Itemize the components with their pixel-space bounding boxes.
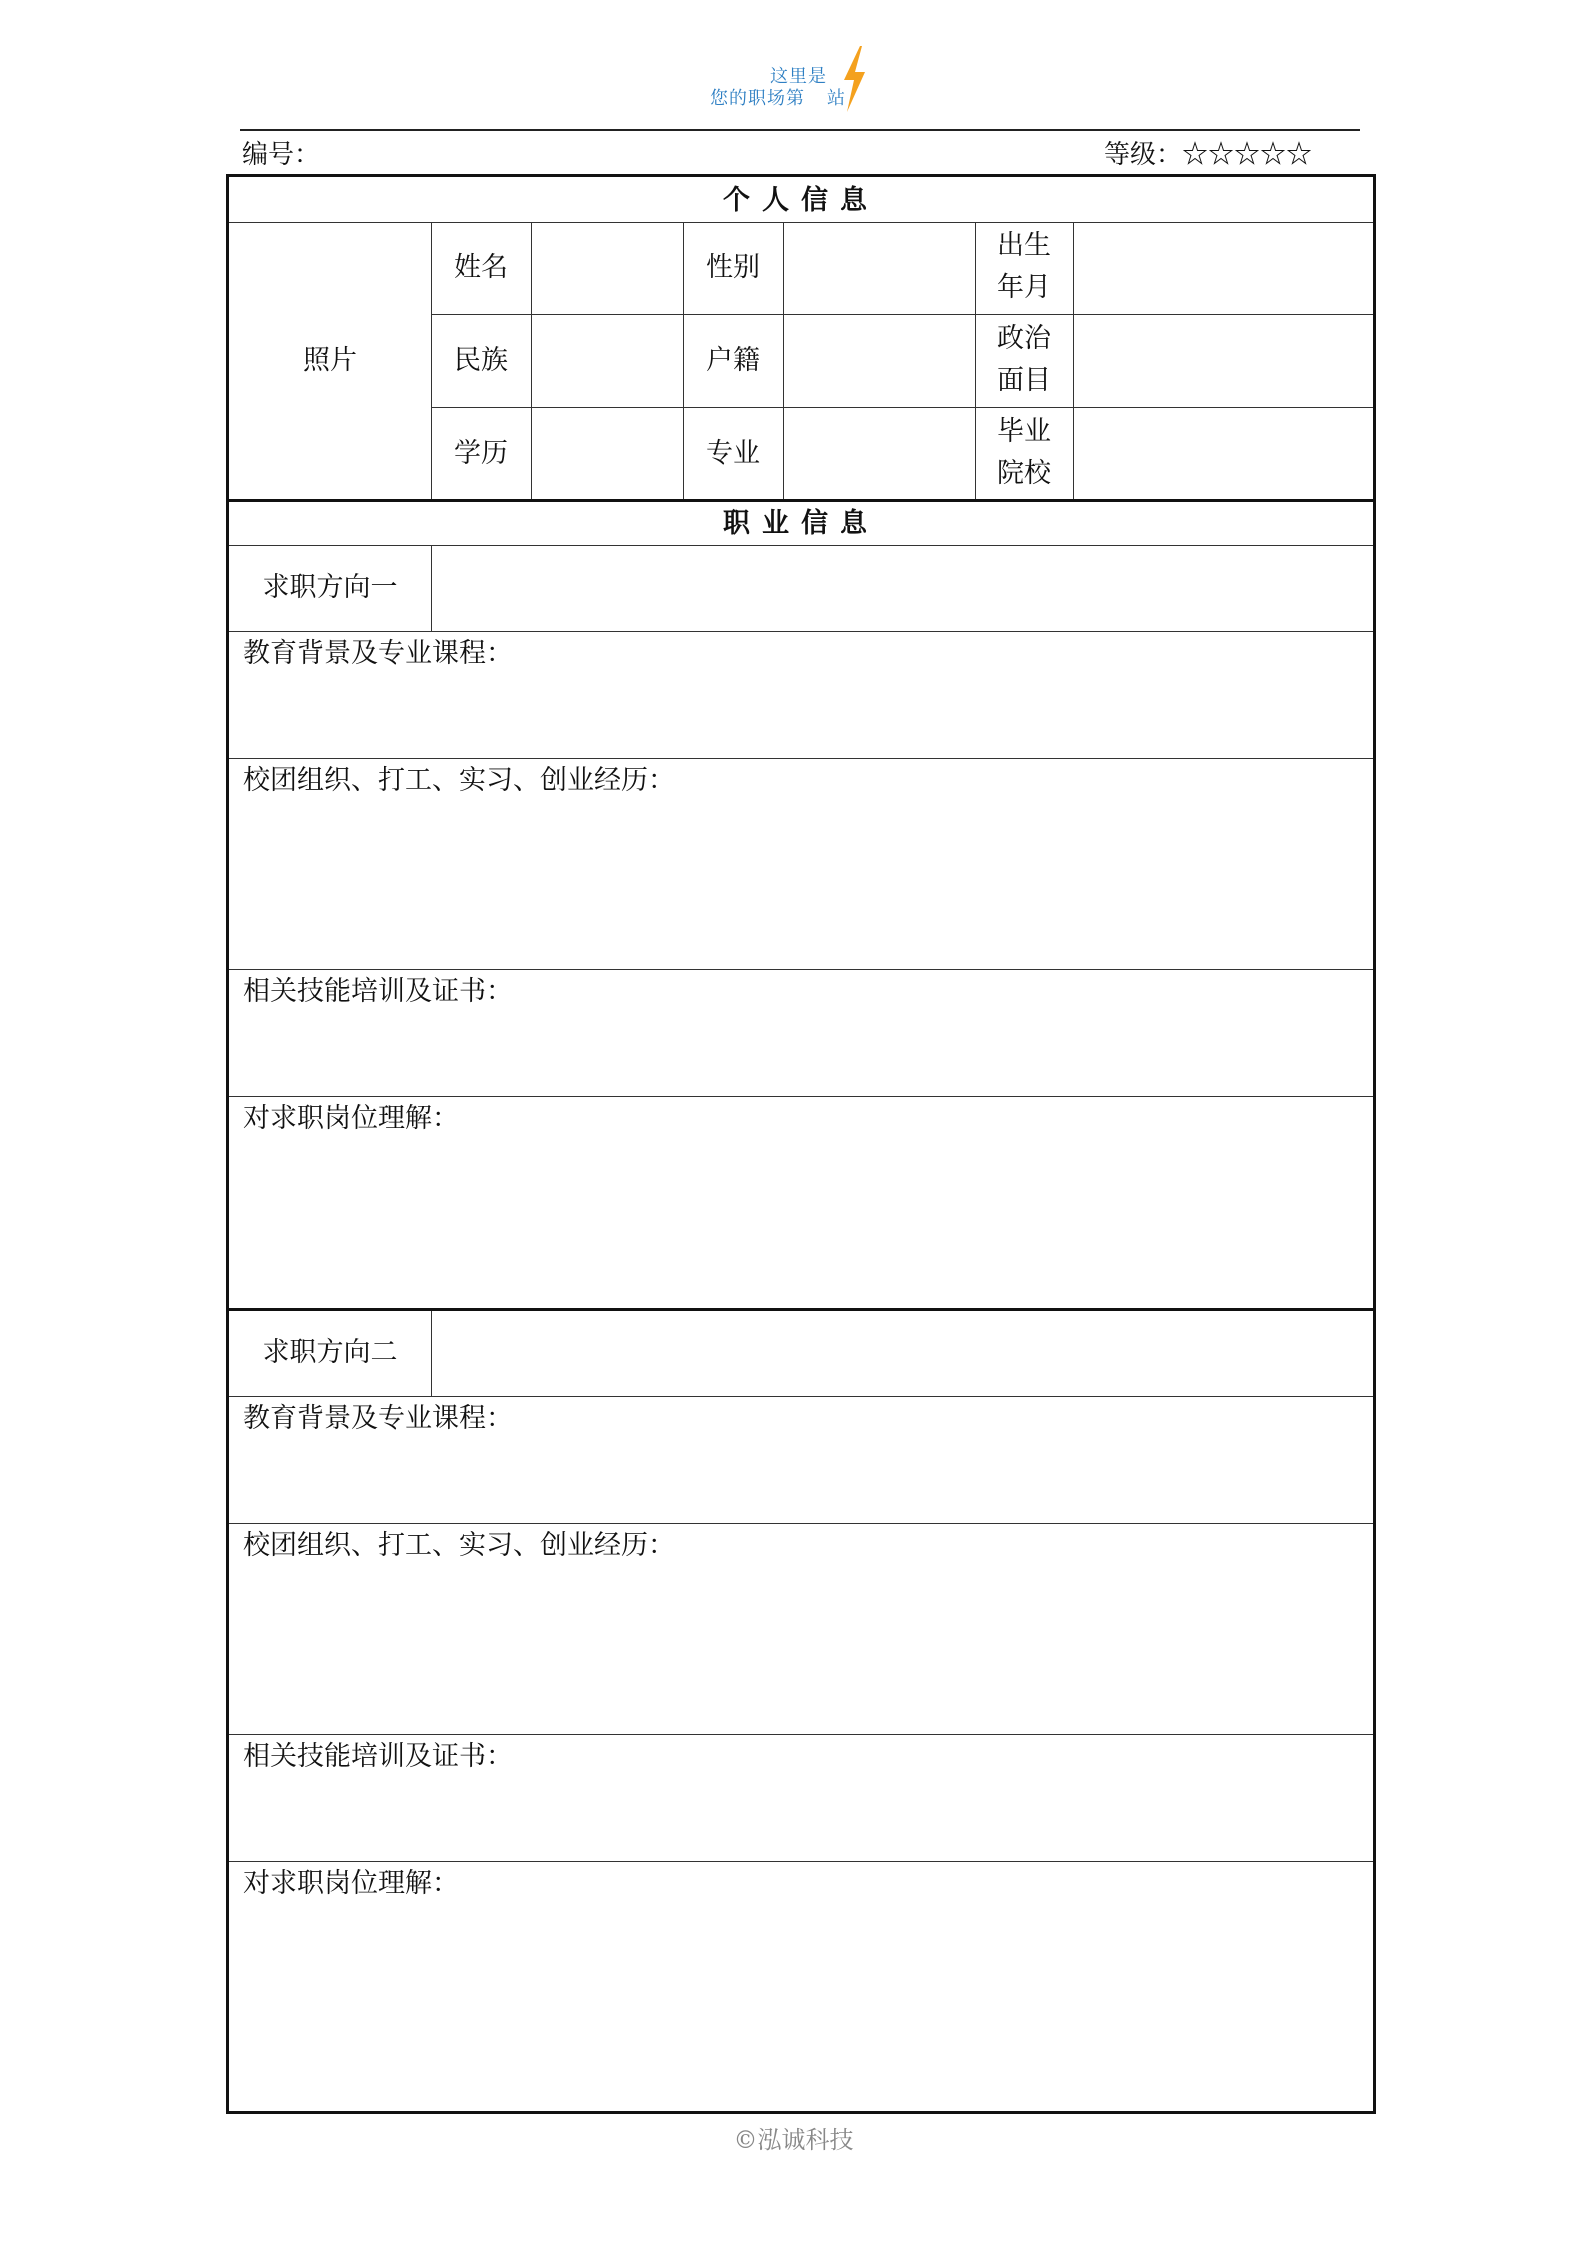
job-direction-2-label: 求职方向二: [262, 1337, 398, 1368]
resume-form: [226, 174, 1376, 2114]
logo-text-line2-end: 站: [827, 88, 846, 109]
header-rule: [240, 129, 1360, 131]
education-label: 学历: [454, 438, 508, 469]
gender-label: 性别: [706, 252, 760, 283]
divider: [229, 1523, 1373, 1524]
section-title-personal: 个人信息: [723, 185, 879, 216]
divider: [229, 758, 1373, 759]
birth-label-line2: 年月: [997, 272, 1051, 303]
divider: [1073, 222, 1074, 500]
political-label-line2: 面目: [997, 365, 1051, 396]
divider: [229, 499, 1373, 502]
job-understanding-label-1: 对求职岗位理解：: [243, 1103, 459, 1134]
logo-text-line1: 这里是: [770, 66, 827, 87]
job-direction-1-label: 求职方向一: [262, 572, 398, 603]
hukou-label: 户籍: [706, 345, 760, 376]
divider: [431, 314, 1373, 315]
level-rating-label: 等级：☆☆☆☆☆: [1104, 140, 1313, 170]
site-logo: [710, 44, 890, 114]
name-label: 姓名: [454, 252, 508, 283]
divider: [431, 407, 1373, 408]
experience-label-2: 校团组织、打工、实习、创业经历：: [243, 1530, 675, 1561]
experience-label-1: 校团组织、打工、实习、创业经历：: [243, 765, 675, 796]
birth-label-line1: 出生: [997, 230, 1051, 261]
divider: [229, 1096, 1373, 1097]
logo-text-line2-main: 您的职场第: [710, 88, 805, 109]
education-background-label-1: 教育背景及专业课程：: [243, 638, 513, 669]
education-background-label-2: 教育背景及专业课程：: [243, 1403, 513, 1434]
divider: [229, 1734, 1373, 1735]
logo-text-line2: [710, 84, 846, 110]
divider: [229, 1861, 1373, 1862]
divider: [783, 222, 784, 500]
divider: [229, 969, 1373, 970]
job-understanding-label-2: 对求职岗位理解：: [243, 1868, 459, 1899]
divider: [229, 1396, 1373, 1397]
photo-label: 照片: [303, 345, 357, 376]
major-label: 专业: [706, 438, 760, 469]
ethnicity-label: 民族: [454, 345, 508, 376]
divider: [229, 631, 1373, 632]
footer-copyright: ©泓诚科技: [733, 2126, 854, 2154]
divider: [431, 545, 432, 631]
divider: [229, 222, 1373, 223]
divider: [431, 1311, 432, 1397]
school-label-line2: 院校: [997, 458, 1051, 489]
skills-certificates-label-2: 相关技能培训及证书：: [243, 1741, 513, 1772]
divider: [229, 1308, 1373, 1311]
school-label-line1: 毕业: [997, 416, 1051, 447]
divider: [531, 222, 532, 500]
lightning-bolt-icon: [838, 44, 870, 114]
serial-number-label: 编号：: [242, 140, 321, 170]
section-title-career: 职业信息: [723, 508, 879, 539]
political-label-line1: 政治: [997, 323, 1051, 354]
skills-certificates-label-1: 相关技能培训及证书：: [243, 976, 513, 1007]
divider: [229, 545, 1373, 546]
